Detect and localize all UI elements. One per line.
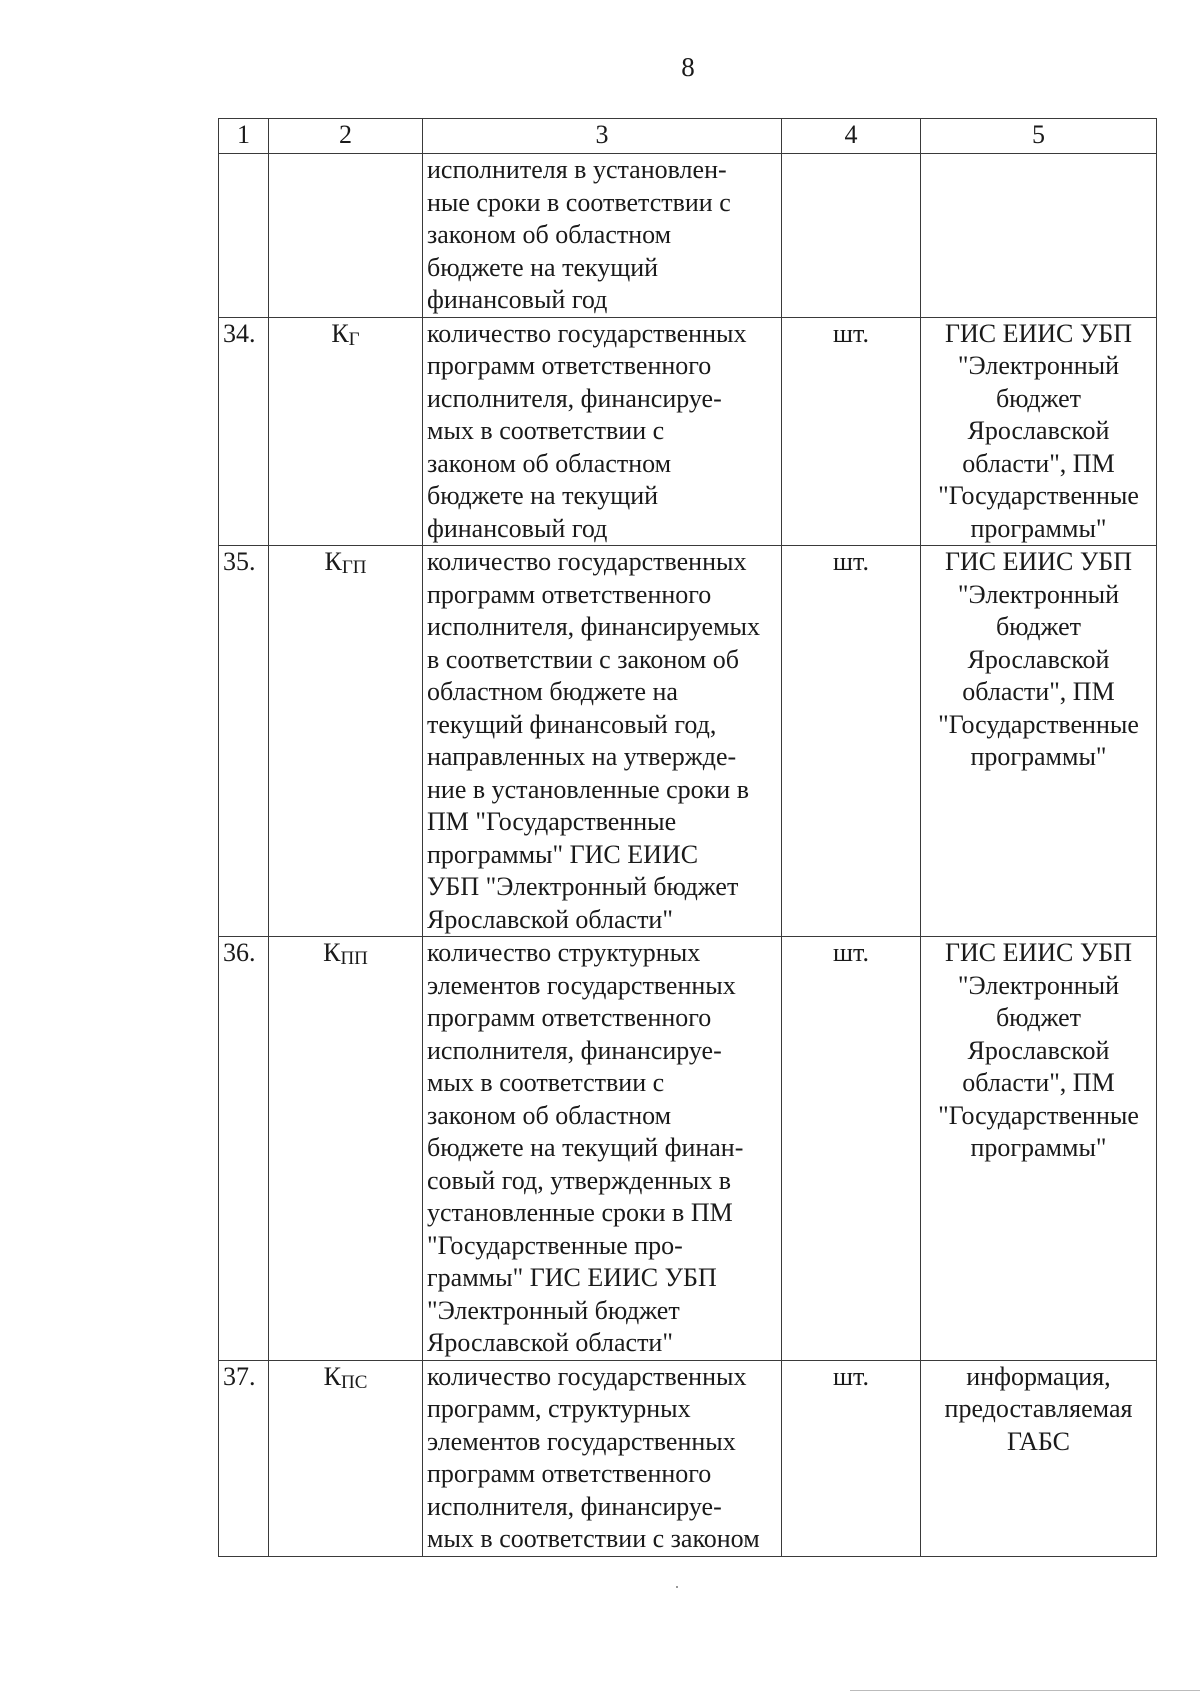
- source-line: ГИС ЕИИС УБП: [944, 938, 1133, 967]
- table-row: [219, 937, 1157, 1361]
- description-line: финансовый год: [427, 513, 608, 543]
- source-line: "Электронный: [957, 351, 1120, 380]
- source-cell: [921, 317, 1157, 546]
- source-line: бюджет: [995, 383, 1082, 413]
- column-header-4: 4: [782, 119, 921, 154]
- description-line: направленных на утвержде-: [427, 742, 737, 771]
- row-number: 34.: [223, 318, 256, 348]
- source-line: бюджет: [995, 612, 1082, 641]
- unit-label: шт.: [833, 1361, 869, 1391]
- description-cell: [423, 546, 782, 937]
- source-line: области", ПМ: [962, 1068, 1115, 1097]
- source-line: Ярославской: [967, 416, 1110, 445]
- indicator-code-base: К: [331, 318, 349, 348]
- description-line: элементов государственных: [427, 970, 736, 1000]
- description-line: исполнителя, финансируе-: [427, 383, 722, 413]
- description-line: программ, структурных: [427, 1394, 691, 1423]
- row-number: 35.: [223, 547, 256, 576]
- source-line: программы": [970, 513, 1107, 543]
- column-header-2: 2: [269, 119, 423, 154]
- source-line: "Электронный: [957, 970, 1120, 1000]
- column-header-3: 3: [423, 119, 782, 154]
- indicator-code-cell: [269, 1360, 423, 1556]
- description-line: ние в установленные сроки в: [427, 774, 749, 804]
- source-line: Ярославской: [967, 644, 1110, 674]
- description-line: элементов государственных: [427, 1426, 736, 1456]
- row-number: 36.: [223, 938, 256, 967]
- indicator-code-subscript: ПП: [340, 948, 368, 969]
- table-body: [219, 317, 1157, 1556]
- description-line: ные сроки в соответствии с: [427, 187, 731, 217]
- row-number-cell: [219, 1360, 269, 1556]
- description-line: программ ответственного: [427, 579, 712, 609]
- source-line: предоставляемая: [944, 1394, 1133, 1423]
- description-line: мых в соответствии с: [427, 416, 665, 445]
- description-cell: [423, 317, 782, 546]
- description-line: Ярославской области": [427, 904, 673, 934]
- description-line: количество государственных: [427, 547, 747, 576]
- description-line: исполнителя, финансируе-: [427, 1491, 722, 1521]
- description-line: законом об областном: [427, 220, 672, 249]
- continuation-row: [219, 154, 1157, 318]
- description-line: бюджете на текущий: [427, 481, 659, 510]
- source-line: ГАБС: [1006, 1426, 1071, 1456]
- scan-artifact-dot: [676, 1586, 678, 1588]
- indicator-code-base: К: [323, 1361, 341, 1391]
- source-line: "Государственные: [938, 1100, 1139, 1130]
- description-line: законом об областном: [427, 448, 672, 478]
- description-line: Ярославской области": [427, 1328, 673, 1357]
- indicator-code-base: К: [323, 938, 341, 967]
- indicator-code-cell: [269, 546, 423, 937]
- source-line: области", ПМ: [962, 448, 1115, 478]
- description-cell: [423, 1360, 782, 1556]
- row-number-cell: [219, 317, 269, 546]
- source-line: "Государственные: [938, 709, 1139, 739]
- description-line: исполнителя, финансируе-: [427, 1035, 722, 1065]
- column-header-1: 1: [219, 119, 269, 154]
- source-line: программы": [970, 1133, 1107, 1162]
- description-line: в соответствии с законом об: [427, 644, 739, 674]
- row-number: 37.: [223, 1361, 256, 1391]
- description-line: областном бюджете на: [427, 677, 678, 706]
- table-row: [219, 1360, 1157, 1556]
- description-cell: [423, 154, 782, 318]
- indicator-code-cell: [269, 317, 423, 546]
- source-cell: [921, 937, 1157, 1361]
- source-cell: [921, 1360, 1157, 1556]
- source-cell: [921, 546, 1157, 937]
- source-line: "Электронный: [957, 579, 1120, 609]
- description-line: граммы" ГИС ЕИИС УБП: [427, 1263, 717, 1292]
- row-number-cell: [219, 154, 269, 318]
- source-line: ГИС ЕИИС УБП: [944, 547, 1133, 576]
- description-line: количество государственных: [427, 318, 747, 348]
- description-line: бюджете на текущий: [427, 252, 659, 282]
- description-line: мых в соответствии с законом: [427, 1524, 760, 1553]
- description-line: установленные сроки в ПМ: [427, 1198, 733, 1227]
- scan-edge-line: [850, 1690, 1200, 1691]
- description-line: программы" ГИС ЕИИС: [427, 839, 699, 869]
- source-line: области", ПМ: [962, 677, 1115, 706]
- unit-cell: [782, 546, 921, 937]
- unit-label: шт.: [833, 318, 869, 348]
- unit-cell: [782, 317, 921, 546]
- unit-cell: [782, 1360, 921, 1556]
- source-line: ГИС ЕИИС УБП: [944, 318, 1133, 348]
- table-row: [219, 317, 1157, 546]
- unit-label: шт.: [833, 547, 869, 576]
- page-number: 8: [681, 52, 695, 82]
- description-line: текущий финансовый год,: [427, 709, 717, 739]
- indicator-code-base: К: [324, 547, 342, 576]
- description-line: количество структурных: [427, 938, 701, 967]
- source-line: "Государственные: [938, 481, 1139, 510]
- description-line: "Электронный бюджет: [427, 1295, 680, 1325]
- source-line: Ярославской: [967, 1035, 1110, 1065]
- description-line: ПМ "Государственные: [427, 807, 677, 836]
- description-line: "Государственные про-: [427, 1230, 683, 1260]
- description-cell: [423, 937, 782, 1361]
- indicator-table: [218, 118, 1157, 1557]
- description-line: количество государственных: [427, 1361, 747, 1391]
- unit-label: шт.: [833, 938, 869, 967]
- description-line: исполнителя в установлен-: [427, 155, 727, 184]
- description-line: программ ответственного: [427, 1459, 712, 1488]
- source-line: информация,: [966, 1361, 1111, 1391]
- unit-cell: [782, 937, 921, 1361]
- description-line: финансовый год: [427, 285, 608, 314]
- description-line: мых в соответствии с: [427, 1068, 665, 1097]
- row-number-cell: [219, 937, 269, 1361]
- column-header-5: 5: [921, 119, 1157, 154]
- indicator-code-cell: [269, 154, 423, 318]
- unit-cell: [782, 154, 921, 318]
- source-line: бюджет: [995, 1003, 1082, 1032]
- description-line: совый год, утвержденных в: [427, 1165, 732, 1195]
- source-cell: [921, 154, 1157, 318]
- indicator-code-subscript: ПС: [340, 1371, 368, 1393]
- description-line: исполнителя, финансируемых: [427, 612, 761, 641]
- description-line: программ ответственного: [427, 351, 712, 380]
- source-line: программы": [970, 742, 1107, 771]
- indicator-code-subscript: Г: [348, 328, 360, 350]
- row-number-cell: [219, 546, 269, 937]
- indicator-code-subscript: ГП: [341, 557, 367, 578]
- indicator-code-cell: [269, 937, 423, 1361]
- description-line: бюджете на текущий финан-: [427, 1133, 744, 1162]
- description-line: программ ответственного: [427, 1003, 712, 1032]
- table-row: [219, 546, 1157, 937]
- table-header-row: [219, 119, 1157, 154]
- description-line: законом об областном: [427, 1100, 672, 1130]
- description-line: УБП "Электронный бюджет: [427, 872, 739, 901]
